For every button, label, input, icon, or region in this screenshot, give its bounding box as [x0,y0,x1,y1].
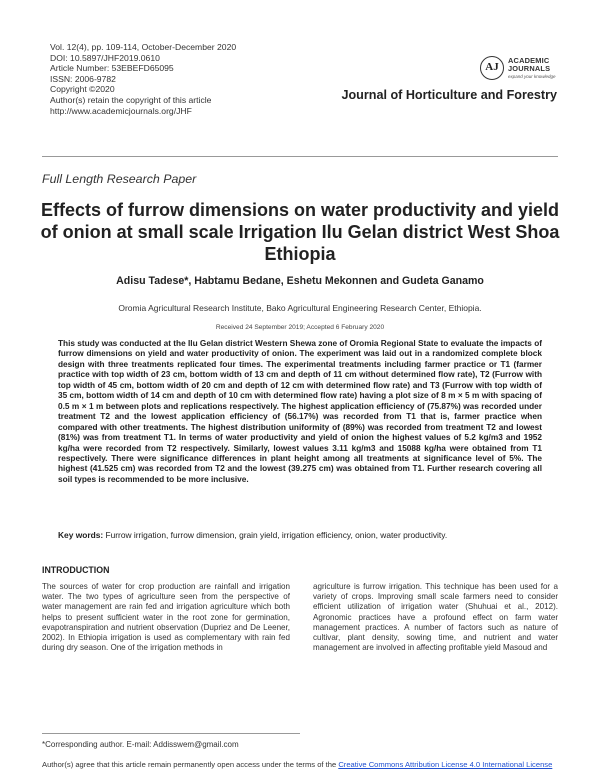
article-type: Full Length Research Paper [42,172,197,186]
affiliation: Oromia Agricultural Research Institute, Bako Agricultural Engineering Research Center, Ethiopia. [118,303,482,313]
license-link[interactable]: Creative Commons Attribution License 4.0 International License [338,760,553,769]
metadata-line: Article Number: 53EBEFD65095 [50,63,174,74]
intro-paragraph: The sources of water for crop production are rainfall and irrigation water. The two types of agriculture seen from the perspective of water management are rain fed and irrigation agriculture which both helps to present sufficient water in the root zone for germination, evapotranspiration and nutrient observation (Dupriez and De Leener, 2002). In Ethiopia irrigation is used as complementary with rain fed during dry season. One of the irrigation methods in [42,582,290,653]
metadata-line: Vol. 12(4), pp. 109-114, October-December 2020 [50,42,237,52]
metadata-line: DOI: 10.5897/JHF2019.0610 [50,52,160,63]
license-text: Author(s) agree that this article remain permanently open access under the terms of the [42,760,339,769]
footnote-divider [42,733,300,734]
publisher-logo[interactable] [480,54,576,84]
paper-title: Effects of furrow dimensions on water productivity and yield of onion at small scale Irrigation Ilu Gelan district West Shoa Ethiopia [40,200,560,264]
article-metadata [50,42,236,116]
abstract: This study was conducted at the Ilu Gelan district Western Shewa zone of Oromia Regional State to evaluate the impacts of furrow dimensions on yield and water productivity of onion. The experiment was laid out in a randomized complete block design with three treatments replicated four times. The experimental treatments including farmer practice or T1 (farmer practice with top width of 23 cm, bottom width of 13 cm and depth of 11 cm without determined flow rate), T2 (Furrow with top width of 45 cm, bottom width of 20 cm and depth of 12 cm with determined flow rate) and T3 (Furrow with top width of 35 cm, bottom width of 14 cm and depth of 10 cm with determined flow rate) having a plot size of 8 m × 5 m with spacing of 0.5 m × 1 m between plots and replications respectively. The highest application efficiency of (75.87%) was recorded under treatment T2 and the lowest application efficiency of (56.17%) was recorded from T1 that is, farmer practice when compared with other treatments. The highest distribution uniformity of (89%) was recorded from treatment T2 and lowest (81%) was from treatment T1. In terms of water productivity and yield of onion the highest values of 5.2 kg/m3 and 1952 kg/ha were recorded from T2 respectively. Similarly, lowest values 3.11 kg/m3 and 15088 kg/ha were obtained from T1 respectively. There were significance differences in plant height among all treatments at significance level of 5%. The highest (41.525 cm) was recorded from T2 and the lowest (39.275 cm) was obtained from T1. Further research covering all soil types is recommended to be more inclusive. [58,339,542,484]
journal-name: Journal of Horticulture and Forestry [341,88,557,102]
metadata-line[interactable]: http://www.academicjournals.org/JHF [50,105,192,116]
intro-paragraph-continued: agriculture is furrow irrigation. This technique has been used for a variety of crops. Improving small scale farmers need to consider efficient utilization of irrigation water (Shuhuai et al., 2012). Agronomic practices have a profound effect on farm water management practices. A number of factors such as nature of cultivar, plant density, sowing time, and nutrient and water management are involved in affecting profitable yield Masoud and [313,582,558,653]
intro-left-column [42,582,290,654]
keywords-label: Key words: [58,530,104,540]
metadata-line: Author(s) retain the copyright of this article [50,94,212,105]
logo-wordmark: ACADEMIC JOURNALS [508,56,551,74]
corresponding-author: *Corresponding author. E-mail: Addisswem@gmail.com [42,740,239,749]
logo-tagline: expand your knowledge [508,74,556,79]
keywords [58,530,542,540]
keywords-text: Furrow irrigation, furrow dimension, grain yield, irrigation efficiency, onion, water productivity. [105,530,448,540]
intro-right-column [313,582,558,654]
section-heading-introduction: INTRODUCTION [42,565,110,575]
license-note [42,760,562,769]
aj-logo-icon: AJ [480,56,504,80]
metadata-line: ISSN: 2006-9782 [50,73,116,84]
author-list: Adisu Tadese*, Habtamu Bedane, Eshetu Mekonnen and Gudeta Ganamo [116,275,484,287]
received-accepted-dates: Received 24 September 2019; Accepted 6 February 2020 [215,324,385,331]
header-divider [42,156,558,157]
metadata-line: Copyright ©2020 [50,84,115,95]
